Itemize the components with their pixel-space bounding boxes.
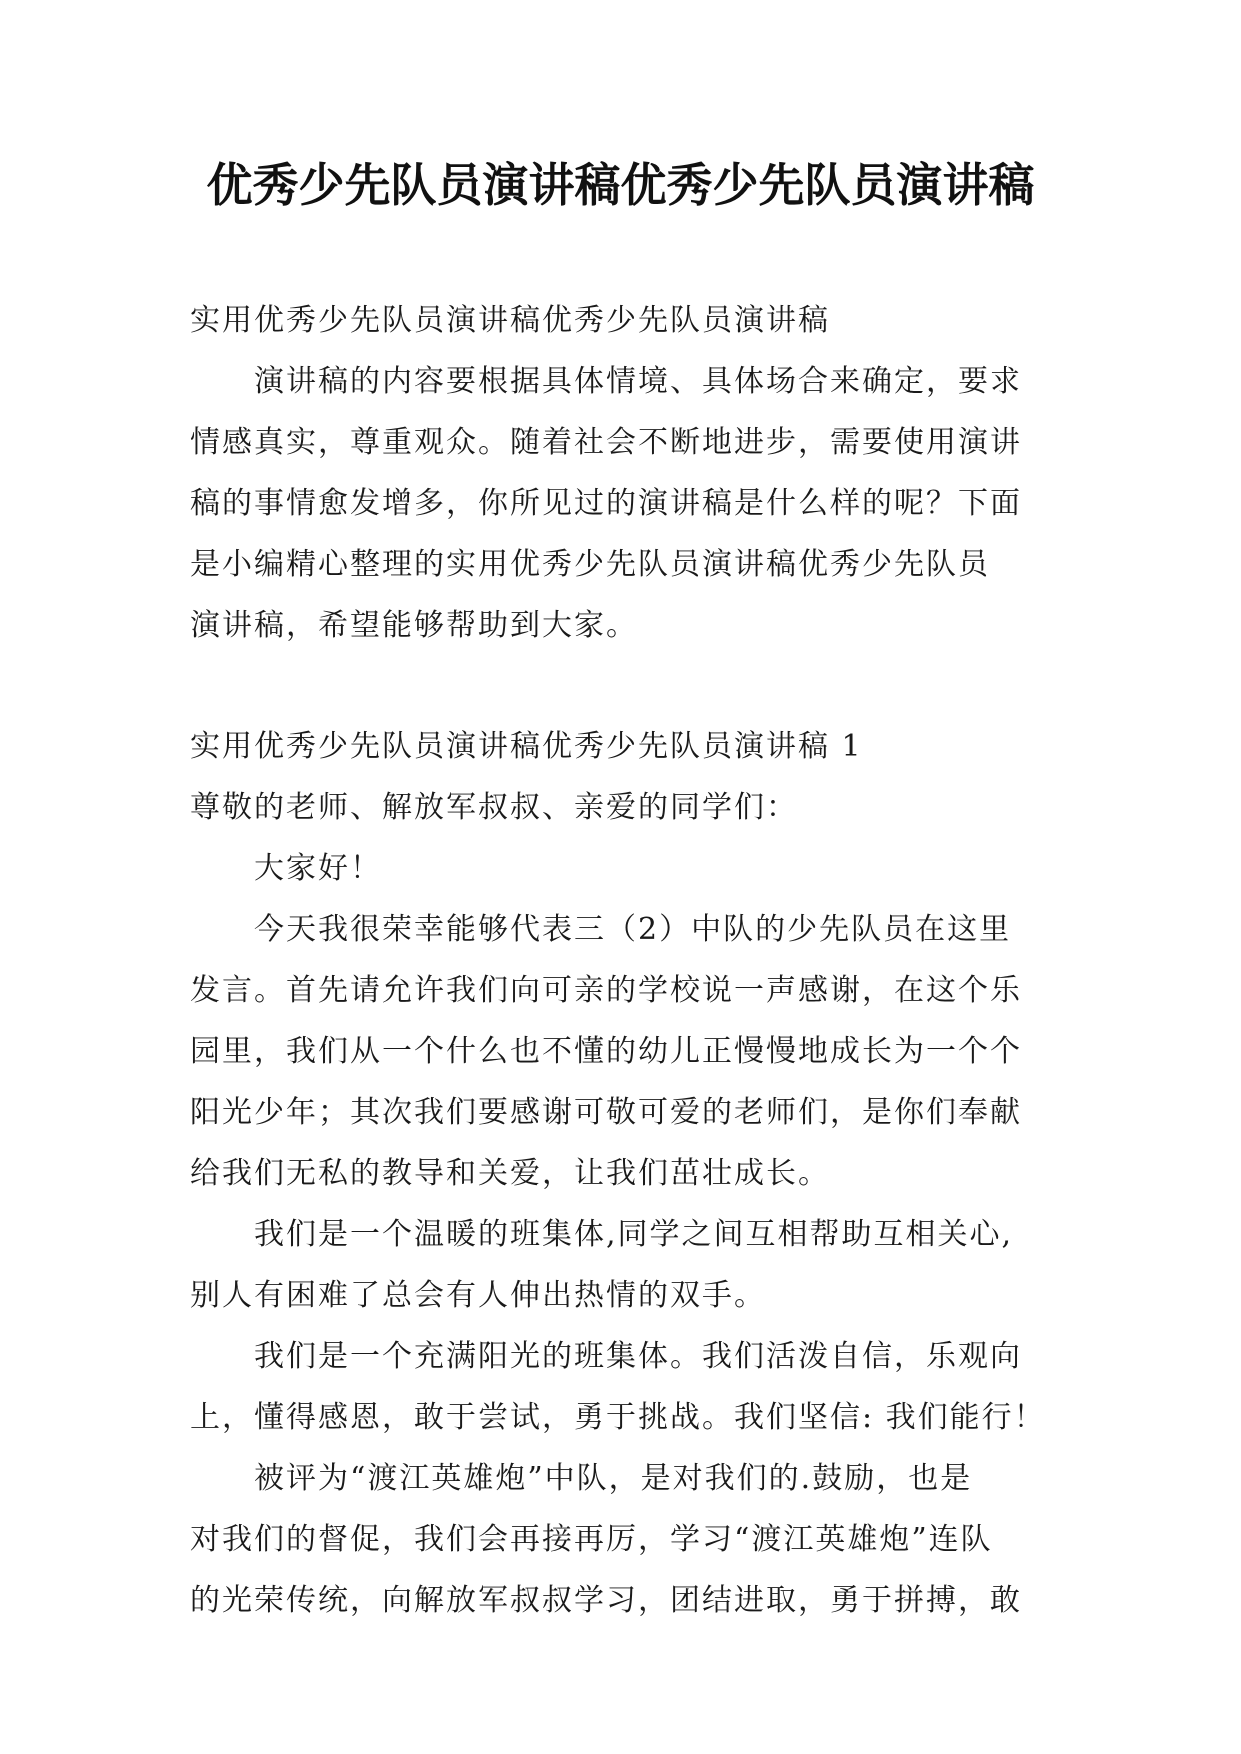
paragraph-line: 园里，我们从一个什么也不懂的幼儿正慢慢地成长为一个个 — [190, 1034, 1022, 1069]
document-title: 优秀少先队员演讲稿优秀少先队员演讲稿 — [206, 158, 1035, 212]
paragraph-line: 的光荣传统，向解放军叔叔学习，团结进取，勇于拼搏，敢 — [190, 1583, 1022, 1618]
section-spacer — [190, 656, 1056, 716]
intro-line: 演讲稿，希望能够帮助到大家。 — [190, 608, 638, 643]
intro-line: 演讲稿的内容要根据具体情境、具体场合来确定，要求 — [254, 364, 1022, 399]
greeting: 大家好！ — [254, 851, 382, 886]
intro-line: 稿的事情愈发增多，你所见过的演讲稿是什么样的呢？下面 — [190, 486, 1022, 521]
paragraph-line: 上，懂得感恩，敢于尝试，勇于挑战。我们坚信: 我们能行！ — [190, 1400, 1046, 1435]
paragraph-line: 我们是一个充满阳光的班集体。我们活泼自信，乐观向 — [254, 1339, 1022, 1374]
paragraph-line: 给我们无私的教导和关爱，让我们茁壮成长。 — [190, 1156, 830, 1191]
paragraph-line: 被评为“渡江英雄炮”中队，是对我们的.鼓励，也是 — [254, 1461, 973, 1496]
section-heading: 实用优秀少先队员演讲稿优秀少先队员演讲稿 1 — [190, 729, 863, 764]
paragraph-line: 别人有困难了总会有人伸出热情的双手。 — [190, 1278, 766, 1313]
paragraph-line: 对我们的督促，我们会再接再厉，学习“渡江英雄炮”连队 — [190, 1522, 993, 1557]
paragraph-line: 阳光少年；其次我们要感谢可敬可爱的老师们，是你们奉献 — [190, 1095, 1022, 1130]
intro-line: 情感真实，尊重观众。随着社会不断地进步，需要使用演讲 — [190, 425, 1022, 460]
intro-line: 是小编精心整理的实用优秀少先队员演讲稿优秀少先队员 — [190, 547, 990, 582]
paragraph-line: 发言。首先请允许我们向可亲的学校说一声感谢，在这个乐 — [190, 973, 1022, 1008]
salutation: 尊敬的老师、解放军叔叔、亲爱的同学们： — [190, 790, 798, 825]
document-body — [190, 290, 1056, 1631]
intro-heading: 实用优秀少先队员演讲稿优秀少先队员演讲稿 — [190, 303, 830, 338]
paragraph-line: 我们是一个温暖的班集体,同学之间互相帮助互相关心, — [254, 1217, 1014, 1252]
paragraph-line: 今天我很荣幸能够代表三（2）中队的少先队员在这里 — [254, 912, 1012, 947]
